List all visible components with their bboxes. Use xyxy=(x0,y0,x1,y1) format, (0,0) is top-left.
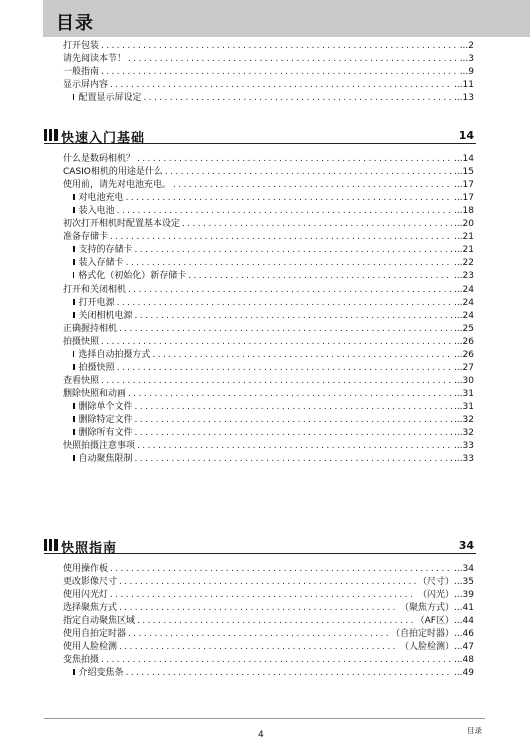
dot-leader xyxy=(126,192,452,204)
dot-leader xyxy=(117,297,452,309)
section-heading[interactable] xyxy=(44,536,476,554)
toc-entry-page: （闪光）...39 xyxy=(417,590,474,601)
toc-entry-label: 快照拍摄注意事项 xyxy=(63,441,136,452)
toc-entry-page: ...31 xyxy=(453,388,474,399)
toc-entry[interactable] xyxy=(63,576,474,588)
toc-subentry[interactable] xyxy=(73,427,474,439)
toc-entry-label: 配置显示屏设定 xyxy=(78,93,142,104)
bullet-square-icon xyxy=(73,272,74,278)
dot-leader xyxy=(119,576,416,588)
toc-entry[interactable] xyxy=(63,628,474,640)
dot-leader xyxy=(165,166,452,178)
bullet-square-icon xyxy=(73,364,75,370)
toc-entry-label: 删除单个文件 xyxy=(78,401,133,412)
toc-entry-page: ...14 xyxy=(453,154,474,164)
toc-entry-label: 一般指南 xyxy=(63,67,100,78)
toc-entry-label: 删除快照和动画 xyxy=(63,388,127,399)
dot-leader xyxy=(173,179,452,191)
toc-entry[interactable] xyxy=(63,602,474,614)
dot-leader xyxy=(126,667,452,679)
dot-leader xyxy=(110,231,452,243)
toc-entry[interactable] xyxy=(63,440,474,452)
toc-entry[interactable] xyxy=(63,166,474,178)
toc-entry-page: ...31 xyxy=(453,401,474,412)
toc-entry-page: ...21 xyxy=(453,232,474,243)
dot-leader xyxy=(101,654,452,666)
toc-entry[interactable] xyxy=(63,654,474,666)
bullet-square-icon xyxy=(73,403,75,409)
toc-entry-page: ...32 xyxy=(453,415,474,425)
toc-entry-label: 使用操作板 xyxy=(63,564,109,574)
toc-subentry[interactable] xyxy=(73,310,474,322)
toc-entry-label: 使用人脸检测 xyxy=(63,642,118,653)
toc-entry-page: ...30 xyxy=(453,375,474,386)
toc-entry[interactable] xyxy=(63,336,474,348)
dot-leader xyxy=(182,218,452,230)
toc-entry-label: CASIO相机的用途是什么 xyxy=(63,167,163,178)
dot-leader xyxy=(101,66,458,78)
toc-subentry[interactable] xyxy=(73,349,474,361)
toc-entry[interactable] xyxy=(63,79,474,91)
toc-subentry[interactable] xyxy=(73,205,474,217)
toc-entry-page: ...2 xyxy=(459,41,474,51)
toc-entry-page: ...3 xyxy=(459,54,474,65)
toc-entry-label: 删除所有文件 xyxy=(78,428,133,439)
bullet-square-icon xyxy=(73,429,75,435)
section-title: 快照指南 xyxy=(61,541,118,556)
toc-entry-label: 装入电池 xyxy=(78,206,115,217)
toc-entry-page: ...22 xyxy=(453,258,474,269)
toc-entry-page: ...24 xyxy=(453,310,474,321)
toc-entry-label: 支持的存储卡 xyxy=(78,245,133,256)
toc-entry-page: ...32 xyxy=(453,428,474,439)
dot-leader xyxy=(137,615,414,627)
toc-entry-page: （尺寸）...35 xyxy=(417,577,474,588)
dot-leader xyxy=(101,40,458,52)
bullet-square-icon xyxy=(73,94,74,100)
toc-entry-label: 显示屏内容 xyxy=(63,80,109,91)
bullet-square-icon xyxy=(73,299,75,305)
section-page: 14 xyxy=(458,129,474,142)
toc-subentry[interactable] xyxy=(73,453,474,465)
toc-entry-page: ...17 xyxy=(453,180,474,191)
dot-leader xyxy=(128,388,452,400)
toc-entry[interactable] xyxy=(63,375,474,387)
title-bar xyxy=(43,0,530,37)
dot-leader xyxy=(135,401,452,413)
dot-leader xyxy=(117,205,452,217)
dot-leader xyxy=(101,336,452,348)
dot-leader xyxy=(143,92,451,104)
toc-entry-label: 打开电源 xyxy=(78,297,115,308)
toc-entry[interactable] xyxy=(63,66,474,78)
toc-entry-label: 请先阅读本节！ xyxy=(63,54,127,65)
toc-entry-page: ...11 xyxy=(453,80,474,91)
toc-entry-label: 关闭相机电源 xyxy=(78,310,133,321)
toc-entry-page: （聚焦方式）...41 xyxy=(399,603,474,614)
toc-entry-page: ...34 xyxy=(453,564,474,574)
toc-subentry[interactable] xyxy=(73,92,474,104)
footer-divider xyxy=(44,718,485,719)
toc-entry-label: 拍摄快照 xyxy=(63,336,100,347)
dot-leader xyxy=(137,440,452,452)
toc-entry-page: ...13 xyxy=(453,93,474,104)
dot-leader xyxy=(128,628,389,640)
dot-leader xyxy=(128,284,452,296)
toc-entry-page: ...18 xyxy=(453,206,474,217)
toc-entry[interactable] xyxy=(63,179,474,191)
dot-leader xyxy=(135,244,452,256)
toc-entry[interactable] xyxy=(63,53,474,65)
dot-leader xyxy=(126,257,452,269)
toc-entry-page: （AF区）...44 xyxy=(415,616,474,627)
toc-entry[interactable] xyxy=(63,40,474,52)
dot-leader xyxy=(117,362,452,374)
toc-subentry[interactable] xyxy=(73,401,474,413)
dot-leader xyxy=(137,153,452,165)
toc-entry-page: ...24 xyxy=(453,297,474,308)
bullet-square-icon xyxy=(73,246,75,252)
dot-leader xyxy=(135,310,452,322)
toc-entry-page: （自拍定时器）...46 xyxy=(390,629,474,640)
dot-leader xyxy=(119,641,398,653)
toc-entry-label: 选择自动拍摄方式 xyxy=(78,349,151,360)
dot-leader xyxy=(119,602,398,614)
dot-leader xyxy=(135,453,452,465)
toc-entry-page: ...33 xyxy=(453,454,474,465)
toc-entry-label: 准备存储卡 xyxy=(63,232,109,243)
section-heading[interactable] xyxy=(44,126,476,144)
toc-entry-page: ...23 xyxy=(453,271,474,282)
toc-entry-page: ...25 xyxy=(453,323,474,334)
toc-entry-label: 变焦拍摄 xyxy=(63,655,100,666)
toc-entry-page: ...17 xyxy=(453,193,474,204)
toc-entry-page: ...33 xyxy=(453,441,474,452)
toc-entry-label: 选择聚焦方式 xyxy=(63,603,118,614)
toc-entry-label: 自动聚焦限制 xyxy=(78,454,133,465)
toc-entry-label: 删除特定文件 xyxy=(78,415,133,425)
toc-entry-label: 正确握持相机 xyxy=(63,323,118,334)
section-marker-icon xyxy=(44,129,58,141)
toc-entry-page: ...24 xyxy=(453,284,474,295)
toc-entry-page: ...49 xyxy=(453,668,474,679)
section-title: 快速入门基础 xyxy=(61,131,146,146)
dot-leader xyxy=(135,427,452,439)
bullet-square-icon xyxy=(73,351,74,357)
footer-toc-link[interactable]: 目录 xyxy=(467,726,482,735)
toc-entry-label: 查看快照 xyxy=(63,375,100,386)
dot-leader xyxy=(110,563,452,575)
bullet-square-icon xyxy=(73,416,75,422)
toc-entry[interactable] xyxy=(63,563,474,575)
toc-entry-label: 更改影像尺寸 xyxy=(63,577,118,588)
toc-subentry[interactable] xyxy=(73,297,474,309)
toc-subentry[interactable] xyxy=(73,257,474,269)
toc-entry-label: 使用闪光灯 xyxy=(63,590,109,601)
bullet-square-icon xyxy=(73,669,75,675)
toc-entry[interactable] xyxy=(63,388,474,400)
toc-subentry[interactable] xyxy=(73,244,474,256)
toc-entry-label: 格式化（初始化）新存储卡 xyxy=(78,271,187,282)
dot-leader xyxy=(110,79,452,91)
toc-subentry[interactable] xyxy=(73,192,474,204)
toc-entry-page: ...21 xyxy=(453,245,474,256)
toc-entry[interactable] xyxy=(63,153,474,165)
toc-entry-label: 使用自拍定时器 xyxy=(63,629,127,640)
toc-entry[interactable] xyxy=(63,323,474,335)
toc-subentry[interactable] xyxy=(73,362,474,374)
toc-entry-label: 打开和关闭相机 xyxy=(63,284,127,295)
bullet-square-icon xyxy=(73,455,75,461)
toc-entry-label: 打开包装 xyxy=(63,41,100,51)
toc-entry-page: ...26 xyxy=(453,336,474,347)
dot-leader xyxy=(188,270,452,282)
bullet-square-icon xyxy=(73,194,75,200)
toc-entry-label: 使用前，请先对电池充电。 xyxy=(63,180,172,191)
toc-entry-label: 介绍变焦条 xyxy=(78,668,124,679)
toc-entry[interactable] xyxy=(63,284,474,296)
page-title: 目录 xyxy=(56,13,94,34)
toc-entry-page: （人脸检测）...47 xyxy=(399,642,474,653)
dot-leader xyxy=(119,323,452,335)
toc-subentry[interactable] xyxy=(73,414,474,426)
toc-entry-label: 初次打开相机时配置基本设定 xyxy=(63,219,181,230)
toc-entry-page: ...15 xyxy=(453,167,474,178)
toc-subentry[interactable] xyxy=(73,270,474,282)
toc-entry-label: 拍摄快照 xyxy=(78,362,115,373)
dot-leader xyxy=(152,349,452,361)
footer-page-number: 4 xyxy=(258,730,264,740)
toc-entry-label: 指定自动聚焦区域 xyxy=(63,616,136,627)
toc-entry-page: ...20 xyxy=(453,219,474,230)
bullet-square-icon xyxy=(73,312,75,318)
toc-entry-label: 什么是数码相机？ xyxy=(63,154,136,164)
dot-leader xyxy=(135,414,452,426)
toc-entry-page: ...9 xyxy=(459,67,474,78)
toc-entry[interactable] xyxy=(63,231,474,243)
toc-entry-label: 对电池充电 xyxy=(78,193,124,204)
dot-leader xyxy=(110,589,416,601)
toc-entry-page: ...27 xyxy=(453,362,474,373)
dot-leader xyxy=(101,375,452,387)
toc-entry[interactable] xyxy=(63,641,474,653)
toc-entry[interactable] xyxy=(63,615,474,627)
toc-entry-label: 装入存储卡 xyxy=(78,258,124,269)
toc-subentry[interactable] xyxy=(73,667,474,679)
toc-entry-page: ...26 xyxy=(453,349,474,360)
toc-entry-page: ...48 xyxy=(453,655,474,666)
dot-leader xyxy=(128,53,458,65)
bullet-square-icon xyxy=(73,259,75,265)
toc-entry[interactable] xyxy=(63,589,474,601)
bullet-square-icon xyxy=(73,207,75,213)
section-page: 34 xyxy=(458,539,474,552)
section-marker-icon xyxy=(44,539,58,551)
toc-entry[interactable] xyxy=(63,218,474,230)
